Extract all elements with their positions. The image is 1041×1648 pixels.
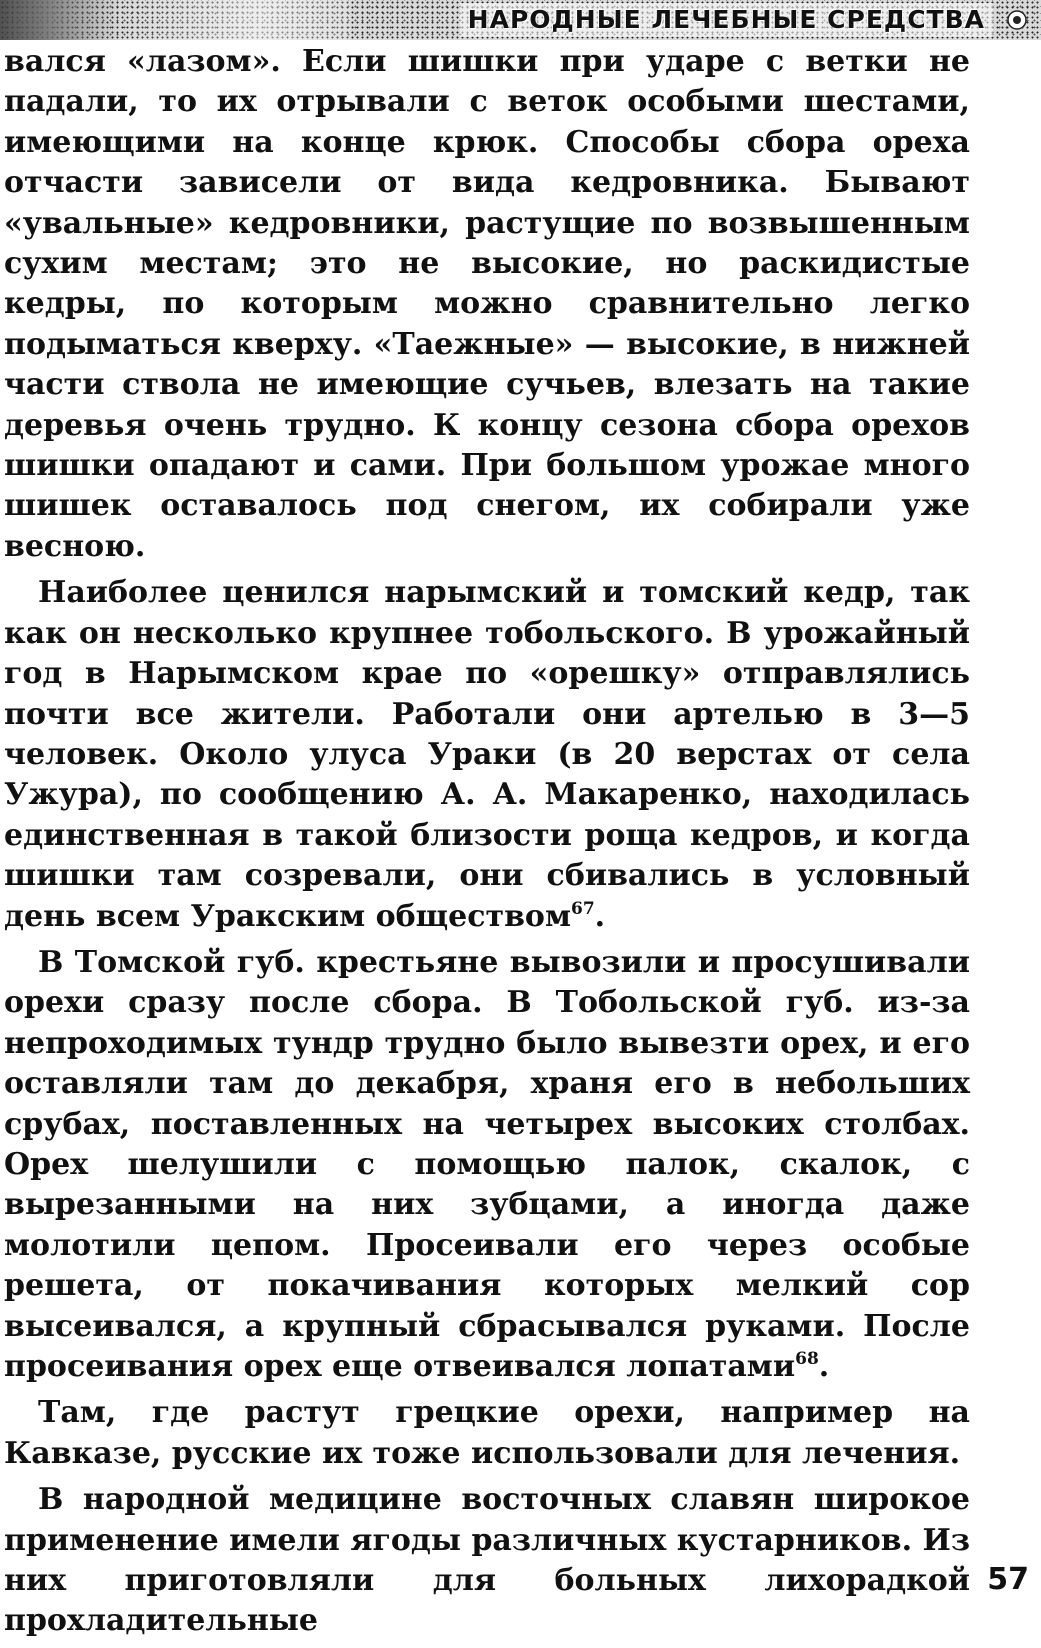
page-number: 57 bbox=[987, 1562, 1029, 1597]
footnote-reference[interactable]: 67 bbox=[571, 898, 595, 919]
paragraph-text: В Томской губ. крестьяне вывозили и просушивали орехи сразу после сбора. В Тобольской губ. из-за непроходимых тундр трудно было вывезти орех, и его оставляли там до декабря, храня его в небольших срубах, поставленных на четырех высоких столбах. Орех шелушили с помощью палок, скалок, с вырезанными на них зубцами, а иногда даже молотили цепом. Просеивали его через особые решета, от покачивания которых мелкий сор высеивался, а крупный сбрасывался руками. После просеивания орех еще отвеивался лопатами bbox=[4, 944, 970, 1384]
running-header-title: НАРОДНЫЕ ЛЕЧЕБНЫЕ СРЕДСТВА bbox=[460, 3, 993, 37]
paragraph bbox=[4, 1480, 970, 1642]
header-decoration-highlight bbox=[120, 0, 350, 40]
paragraph bbox=[4, 1393, 970, 1474]
circle-bullet-icon bbox=[1007, 10, 1027, 30]
paragraph: Наиболее ценился нарымский и томский кедр, так как он несколько крупнее тобольского. В урожайный год в Нарымском крае по «орешку» отправлялись почти все жители. Работали они артелью в 3—5 человек. Около улуса Ураки (в 20 верстах от села Ужура), по сообщению А. А. Макаренко, находилась единственная в такой близости роща кедров, и когда шишки там созревали, они сбивались в условный день всем Уракским обществом$^{67}$. bbox=[4, 575, 970, 934]
header-decoration bbox=[0, 0, 120, 40]
footnote-reference[interactable]: 68 bbox=[795, 1349, 819, 1369]
running-header bbox=[0, 0, 1041, 40]
paragraph-text: Там, где растут грецкие орехи, например на Кавказе, русские их тоже использовали для лечения. bbox=[4, 1395, 970, 1471]
paragraph: В Томской губ. крестьяне вывозили и просушивали орехи сразу после сбора. В Тобольской губ. из-за непроходимых тундр трудно было вывезти орех, и его оставляли там до декабря, храня его в небольших срубах, поставленных на четырех высоких столбах. Орех шелушили с помощью палок, скалок, с вырезанными на них зубцами, а иногда даже молотили цепом. Просеивали его через особые решета, от покачивания которых мелкий сор высеивался, а крупный сбрасывался руками. После просеивания орех еще отвеивался лопатами$^{68}$. bbox=[4, 944, 970, 1384]
paragraph-text: Наиболее ценился нарымский и томский кедр, так как он несколько крупнее тобольского. В урожайный год в Нарымском крае по «орешку» отправлялись почти все жители. Работали они артелью в 3—5 человек. Около улуса Ураки (в 20 верстах от села Ужура), по сообщению А. А. Макаренко, находилась единственная в такой близости роща кедров, и когда шишки там созревали, они сбивались в условный день всем Уракским обществом bbox=[4, 575, 970, 934]
paragraph-text: вался «лазом». Если шишки при ударе с ветки не падали, то их отрывали с веток особыми шестами, имеющими на конце крюк. Способы сбора ореха отчасти зависели от вида кедровника. Бывают «увальные» кедровники, растущие по возвышенным сухим местам; это не высокие, но раскидистые кедры, по которым можно сравнительно легко подыматься кверху. «Таежные» — высокие, в нижней части ствола не имеющие сучьев, влезать на такие деревья очень трудно. К концу сезона сбора орехов шишки опадают и сами. При большом урожае много шишек оставалось под снегом, их собирали уже весною. bbox=[4, 44, 970, 564]
body-text bbox=[4, 42, 970, 1648]
paragraph-text: В народной медицине восточных славян широкое применение имели ягоды различных кустарников. Из них приготовляли для больных лихорадкой прохладительные bbox=[4, 1482, 970, 1639]
paragraph bbox=[4, 42, 970, 567]
